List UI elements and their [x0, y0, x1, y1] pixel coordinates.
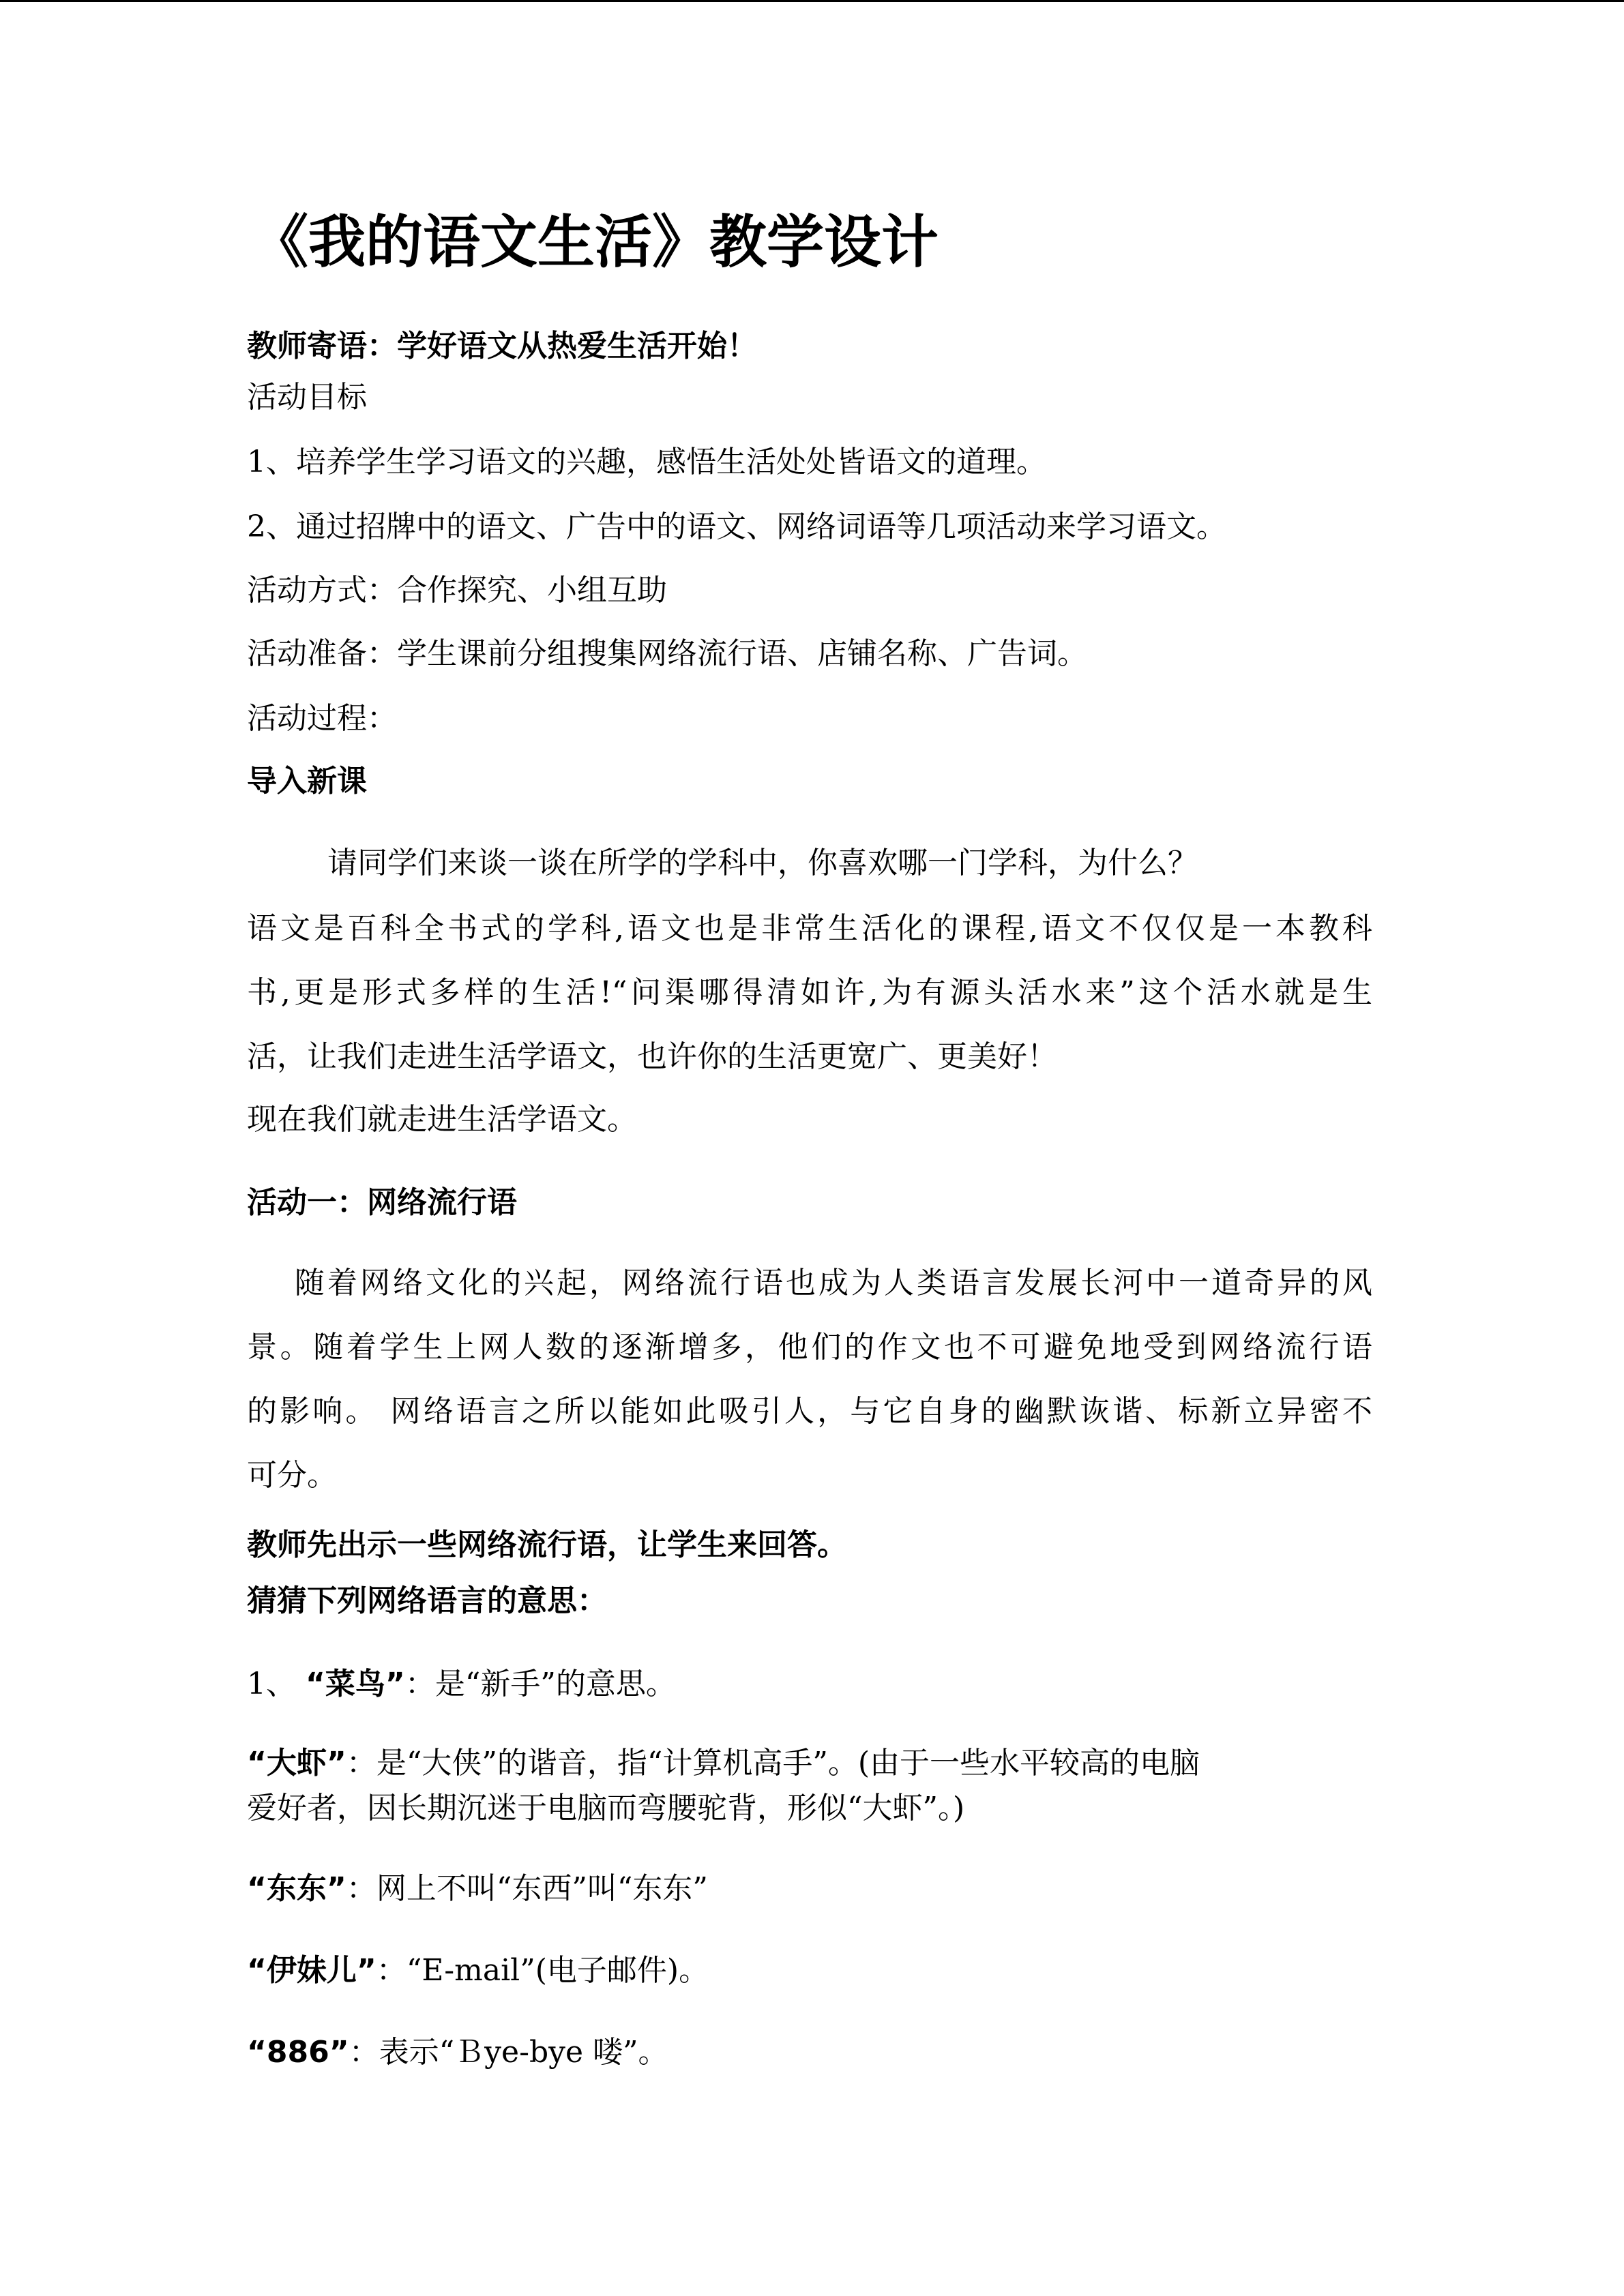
activity-preparation: 活动准备：学生课前分组搜集网络流行语、店铺名称、广告词。 — [247, 636, 1087, 671]
objective-2: 2、通过招牌中的语文、广告中的语文、网络词语等几项活动来学习语文。 — [247, 509, 1226, 544]
term-word: “大虾” — [247, 1746, 346, 1780]
term-separator: ： — [404, 1667, 435, 1701]
activity1-paragraph-line: 的影响。 网络语言之所以能如此吸引人，与它自身的幽默诙谐、标新立异密不 — [247, 1394, 1372, 1429]
term-meaning: 是“大侠”的谐音，指“计算机高手”。(由于一些水平较高的电脑 — [376, 1746, 1200, 1780]
term-meaning-continued: 爱好者，因长期沉迷于电脑而弯腰驼背，形似“大虾”。) — [247, 1791, 965, 1825]
document-title: 《我的语文生活》教学设计 — [251, 209, 939, 275]
term-item — [247, 1664, 676, 1705]
term-item — [247, 1950, 709, 1991]
activity1-heading: 活动一：网络流行语 — [247, 1185, 517, 1220]
objectives-heading: 活动目标 — [247, 380, 367, 415]
activity-process: 活动过程： — [247, 701, 397, 736]
activity1-paragraph-line: 景。随着学生上网人数的逐渐增多，他们的作文也不可避免地受到网络流行语 — [247, 1330, 1372, 1365]
intro-heading: 导入新课 — [247, 764, 367, 799]
term-meaning: 是“新手”的意思。 — [434, 1667, 676, 1701]
activity1-paragraph-line: 随着网络文化的兴起，网络流行语也成为人类语言发展长河中一道奇异的风 — [295, 1266, 1372, 1300]
term-meaning: 网上不叫“东西”叫“东东” — [376, 1871, 708, 1906]
activity-method: 活动方式：合作探究、小组互助 — [247, 573, 667, 608]
teacher-message: 教师寄语：学好语文从热爱生活开始！ — [247, 329, 757, 363]
term-word: “886” — [247, 2035, 349, 2070]
intro-paragraph-line: 语文是百科全书式的学科,语文也是非常生活化的课程,语文不仅仅是一本教科 — [247, 911, 1372, 946]
term-item — [247, 1868, 708, 1909]
term-word: “伊妹儿” — [247, 1953, 377, 1988]
term-item — [247, 2032, 668, 2073]
page-top-border — [0, 0, 1624, 2]
intro-closing: 现在我们就走进生活学语文。 — [247, 1102, 637, 1137]
teacher-instruction: 教师先出示一些网络流行语，让学生来回答。 — [247, 1527, 847, 1562]
intro-paragraph-line: 书,更是形式多样的生活!“问渠哪得清如许,为有源头活水来”这个活水就是生 — [247, 975, 1372, 1010]
intro-question: 请同学们来谈一谈在所学的学科中，你喜欢哪一门学科，为什么？ — [327, 846, 1198, 880]
term-meaning: 表示“Ｂye-bye 喽”。 — [379, 2035, 668, 2070]
activity1-paragraph-line: 可分。 — [247, 1458, 337, 1493]
term-separator: ： — [346, 1746, 377, 1780]
term-separator: ： — [346, 1871, 377, 1906]
term-separator: ： — [349, 2035, 379, 2070]
guess-heading: 猜猜下列网络语言的意思： — [247, 1583, 607, 1618]
term-prefix: 1、 — [247, 1667, 306, 1701]
term-separator: ： — [376, 1953, 407, 1988]
term-word: “东东” — [247, 1871, 346, 1906]
term-meaning: “E-mail”(电子邮件)。 — [406, 1953, 709, 1988]
objective-1: 1、培养学生学习语文的兴趣，感悟生活处处皆语文的道理。 — [247, 445, 1046, 479]
intro-paragraph-line: 活，让我们走进生活学语文，也许你的生活更宽广、更美好！ — [247, 1039, 1057, 1074]
term-item — [247, 1743, 1200, 1784]
term-word: “菜鸟” — [305, 1667, 405, 1701]
